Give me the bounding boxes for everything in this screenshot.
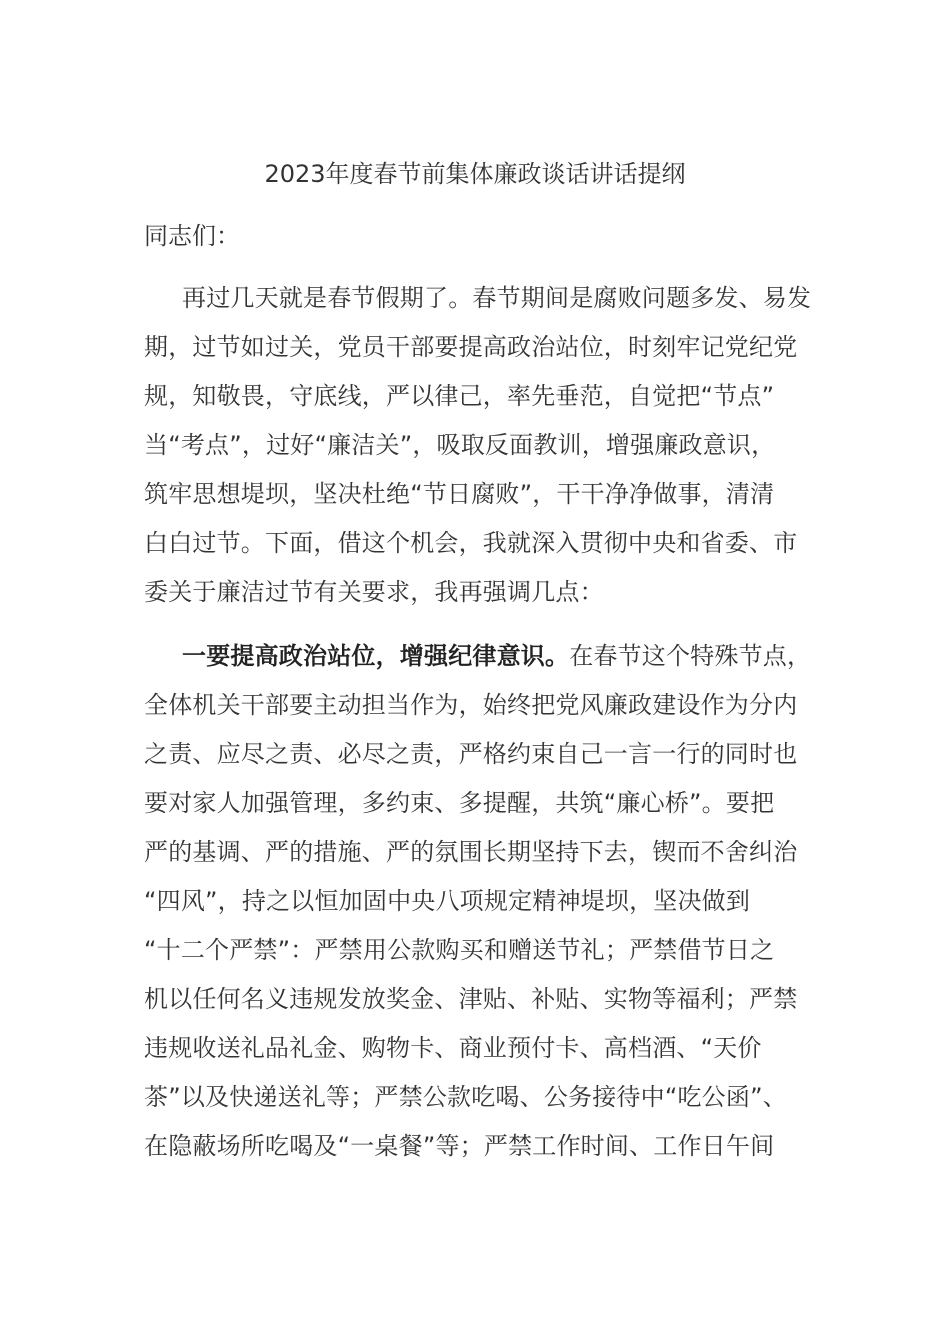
paragraph-line: 茶”以及快递送礼等；严禁公款吃喝、公务接待中“吃公函”、 bbox=[144, 1083, 787, 1111]
paragraph-line: 再过几天就是春节假期了。春节期间是腐败问题多发、易发 bbox=[182, 284, 812, 312]
point-heading: 一要提高政治站位，增强纪律意识。 bbox=[182, 642, 570, 670]
paragraph-intro bbox=[144, 274, 824, 617]
paragraph-line: “四风”，持之以恒加固中央八项规定精神堤坝，坚决做到 bbox=[144, 887, 751, 915]
paragraph-line: 要对家人加强管理，多约束、多提醒，共筑“廉心桥”。要把 bbox=[144, 789, 775, 817]
paragraph-line: “十二个严禁”：严禁用公款购买和赠送节礼；严禁借节日之 bbox=[144, 936, 775, 964]
document-title: 2023年度春节前集体廉政谈话讲话提纲 bbox=[264, 160, 686, 188]
salutation: 同志们： bbox=[144, 222, 240, 250]
paragraph-point-one bbox=[144, 632, 824, 1171]
paragraph-line: 在隐蔽场所吃喝及“一桌餐”等；严禁工作时间、工作日午间 bbox=[144, 1132, 775, 1160]
paragraph-line: 规，知敬畏，守底线，严以律己，率先垂范，自觉把“节点” bbox=[144, 382, 775, 410]
paragraph-line: 之责、应尽之责、必尽之责，严格约束自己一言一行的同时也 bbox=[144, 740, 798, 768]
paragraph-line-rest: 在春节这个特殊节点， bbox=[569, 642, 812, 670]
paragraph-line: 严的基调、严的措施、严的氛围长期坚持下去，锲而不舍纠治 bbox=[144, 838, 798, 866]
paragraph-line: 期，过节如过关，党员干部要提高政治站位，时刻牢记党纪党 bbox=[144, 333, 798, 361]
paragraph-line: 全体机关干部要主动担当作为，始终把党风廉政建设作为分内 bbox=[144, 691, 798, 719]
paragraph-line: 当“考点”，过好“廉洁关”，吸取反面教训，增强廉政意识， bbox=[144, 431, 776, 459]
paragraph-line: 违规收送礼品礼金、购物卡、商业预付卡、高档酒、“天价 bbox=[144, 1034, 762, 1062]
paragraph-first-line bbox=[144, 632, 824, 681]
paragraph-line: 白白过节。下面，借这个机会，我就深入贯彻中央和省委、市 bbox=[144, 529, 798, 557]
paragraph-line: 筑牢思想堤坝，坚决杜绝“节日腐败”，干干净净做事，清清 bbox=[144, 480, 775, 508]
paragraph-line: 机以任何名义违规发放奖金、津贴、补贴、实物等福利；严禁 bbox=[144, 985, 798, 1013]
paragraph-line: 委关于廉洁过节有关要求，我再强调几点： bbox=[144, 578, 604, 606]
